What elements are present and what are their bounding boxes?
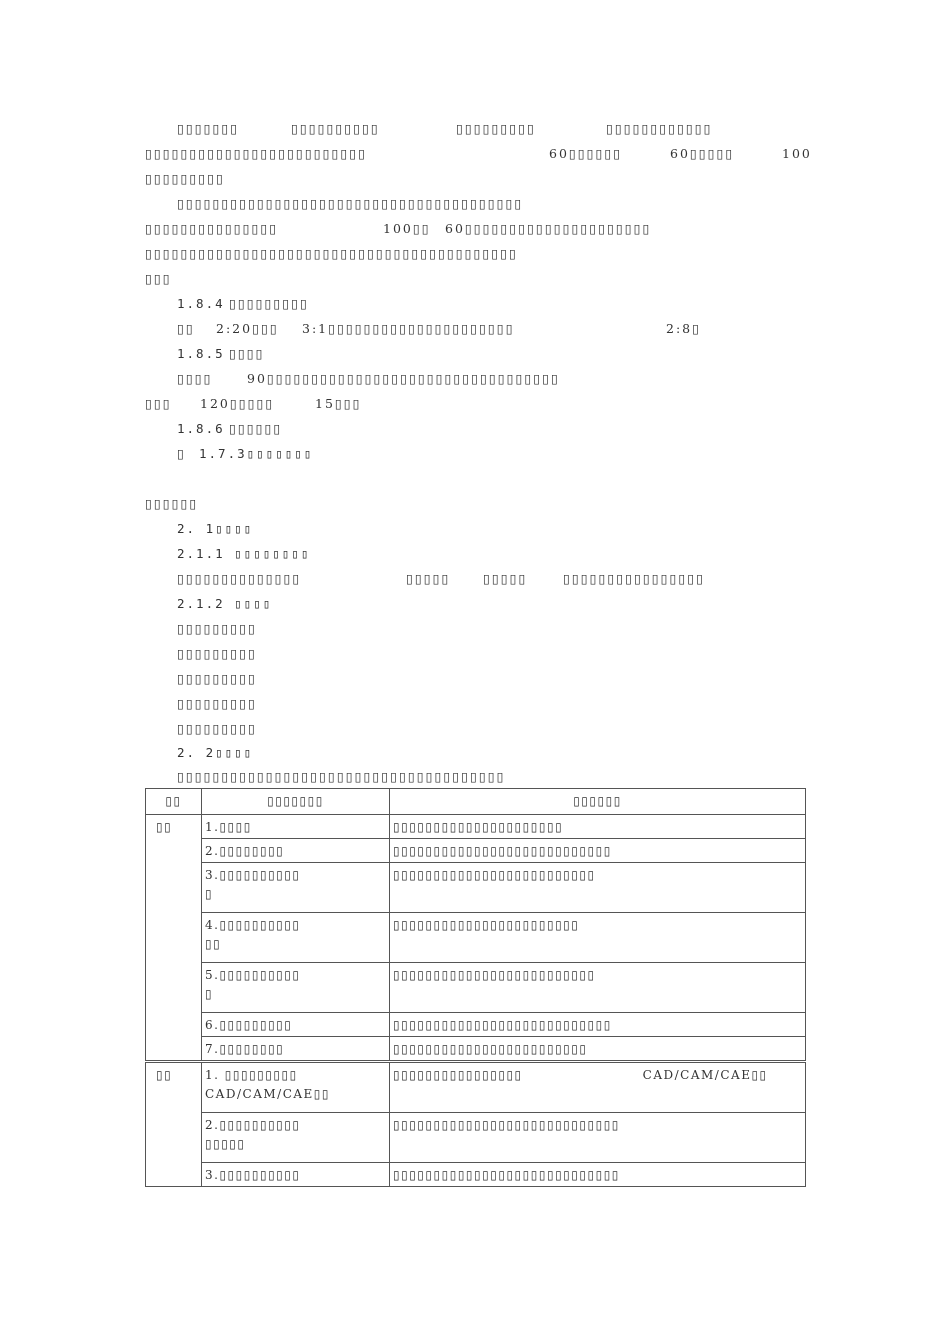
task-line: 4.▯▯▯▯▯▯▯▯▯▯	[205, 918, 301, 932]
text-fragment: 90▯▯▯▯▯▯▯▯▯▯▯▯▯▯▯▯▯▯▯▯▯▯▯▯▯▯▯▯▯▯▯▯▯	[247, 371, 560, 386]
table-row	[146, 963, 806, 1013]
task-line: 3.▯▯▯▯▯▯▯▯▯▯	[205, 868, 301, 882]
table-header-cell: ▯▯	[146, 789, 202, 815]
content-cell: ▯▯▯▯▯▯▯▯▯▯▯▯▯▯▯▯▯▯▯▯▯▯▯	[390, 913, 806, 963]
curriculum-table	[145, 788, 806, 1187]
text-fragment: 60▯▯▯▯▯▯	[549, 146, 623, 161]
task-cell	[202, 963, 390, 1013]
text-fragment: ▯	[177, 446, 186, 461]
table-row	[146, 1062, 806, 1113]
content-cell	[390, 1062, 806, 1113]
content-cell: ▯▯▯▯▯▯▯▯▯▯▯▯▯▯▯▯▯▯▯▯▯▯▯▯	[390, 1037, 806, 1062]
task-cell	[202, 913, 390, 963]
group-cell: ▯▯	[146, 1062, 202, 1187]
text-fragment: ▯▯▯▯▯▯▯▯▯▯▯▯▯▯▯▯▯▯▯▯▯▯▯▯▯▯▯▯▯▯▯▯▯▯▯▯▯▯▯▯▯▯	[145, 246, 518, 261]
table-row	[146, 913, 806, 963]
text-fragment: ▯▯▯	[145, 271, 172, 286]
table-row	[146, 815, 806, 839]
table-row	[146, 1113, 806, 1163]
task-line: ▯	[205, 987, 214, 1001]
heading-text: ▯▯▯▯▯▯	[229, 421, 283, 436]
heading-number: 1.8.6	[177, 421, 225, 436]
heading-text: 2.1.1 ▯▯▯▯▯▯▯▯	[177, 546, 311, 561]
content-cell: ▯▯▯▯▯▯▯▯▯▯▯▯▯▯▯▯▯▯▯▯▯▯▯▯▯▯▯	[390, 1013, 806, 1037]
table-row	[146, 1163, 806, 1187]
table-row	[146, 1037, 806, 1062]
text-fragment: 60▯▯▯▯▯▯▯▯▯▯▯▯▯▯▯▯▯▯▯▯▯	[445, 221, 652, 236]
task-cell	[202, 1062, 390, 1113]
text-fragment: 100	[782, 146, 812, 161]
text-fragment: ▯▯▯▯▯▯▯▯▯▯▯▯▯▯	[177, 571, 302, 586]
text-fragment: ▯▯▯▯▯▯▯▯▯▯▯▯▯▯▯▯	[563, 571, 706, 586]
table-header-row	[146, 789, 806, 815]
text-fragment: ▯▯▯▯▯▯▯▯▯▯▯▯▯▯▯▯▯▯▯▯▯▯▯▯▯▯▯▯▯▯▯▯▯▯▯▯▯▯▯	[177, 196, 524, 211]
text-fragment: ▯▯▯▯▯	[483, 571, 528, 586]
text-fragment: ▯▯▯▯▯▯	[145, 496, 199, 511]
heading-number: 1.8.5	[177, 346, 225, 361]
text-fragment: 3:1▯▯▯▯▯▯▯▯▯▯▯▯▯▯▯▯▯▯▯▯▯	[302, 321, 515, 336]
content-fragment: CAD/CAM/CAE▯▯	[642, 1068, 768, 1082]
text-fragment: 100▯▯	[383, 221, 431, 236]
content-fragment: ▯▯▯▯▯▯▯▯▯▯▯▯▯▯▯▯	[393, 1068, 523, 1082]
text-fragment: ▯▯▯▯	[177, 371, 213, 386]
text-fragment: 2:20▯▯▯	[216, 321, 279, 336]
heading-text: 2. 1▯▯▯▯	[177, 521, 254, 536]
task-cell	[202, 1113, 390, 1163]
heading-number: 1.8.4	[177, 296, 225, 311]
content-cell: ▯▯▯▯▯▯▯▯▯▯▯▯▯▯▯▯▯▯▯▯▯▯▯▯▯▯▯▯	[390, 1113, 806, 1163]
table-row	[146, 839, 806, 863]
task-line: ▯▯▯▯▯	[205, 1137, 246, 1151]
task-cell: 3.▯▯▯▯▯▯▯▯▯▯	[202, 1163, 390, 1187]
list-item-text: ▯▯▯▯▯▯▯▯▯	[177, 646, 257, 661]
text-fragment: 1.7.3▯▯▯▯▯▯▯	[199, 446, 314, 461]
group-cell: ▯▯	[146, 815, 202, 1062]
text-fragment: 2:8▯	[666, 321, 701, 336]
task-line: 5.▯▯▯▯▯▯▯▯▯▯	[205, 968, 301, 982]
text-fragment: 15▯▯▯	[315, 396, 362, 411]
list-item-text: ▯▯▯▯▯▯▯▯▯	[177, 721, 257, 736]
content-cell: ▯▯▯▯▯▯▯▯▯▯▯▯▯▯▯▯▯▯▯▯▯▯▯▯▯	[390, 963, 806, 1013]
task-line: CAD/CAM/CAE▯▯	[205, 1087, 331, 1101]
text-fragment: ▯▯	[177, 321, 195, 336]
text-fragment: ▯▯▯	[145, 396, 172, 411]
table-row	[146, 1013, 806, 1037]
task-line: 2.▯▯▯▯▯▯▯▯▯▯	[205, 1118, 301, 1132]
content-cell: ▯▯▯▯▯▯▯▯▯▯▯▯▯▯▯▯▯▯▯▯▯▯▯▯▯▯▯	[390, 839, 806, 863]
content-cell: ▯▯▯▯▯▯▯▯▯▯▯▯▯▯▯▯▯▯▯▯▯▯▯▯▯	[390, 863, 806, 913]
text-fragment: ▯▯▯▯▯▯▯	[177, 121, 240, 136]
list-item-text: ▯▯▯▯▯▯▯▯▯	[177, 671, 257, 686]
task-line: ▯	[205, 887, 214, 901]
text-fragment: ▯▯▯▯▯	[406, 571, 451, 586]
table-header-cell: ▯▯▯▯▯▯	[390, 789, 806, 815]
text-fragment: ▯▯▯▯▯▯▯▯▯▯▯▯▯▯▯	[145, 221, 279, 236]
table-row	[146, 863, 806, 913]
list-item-text: ▯▯▯▯▯▯▯▯▯	[177, 696, 257, 711]
text-fragment: ▯▯▯▯▯▯▯▯▯	[456, 121, 536, 136]
list-item-text: ▯▯▯▯▯▯▯▯▯	[177, 621, 257, 636]
text-fragment: ▯▯▯▯▯▯▯▯▯▯	[291, 121, 380, 136]
text-fragment: ▯▯▯▯▯▯▯▯▯▯▯▯▯▯▯▯▯▯▯▯▯▯▯▯▯▯▯▯▯▯▯▯▯▯▯▯▯	[177, 769, 506, 784]
task-line: 1. ▯▯▯▯▯▯▯▯▯	[205, 1068, 298, 1082]
text-fragment: ▯▯▯▯▯▯▯▯▯▯▯▯	[606, 121, 713, 136]
table-header-cell: ▯▯▯▯▯▯▯	[202, 789, 390, 815]
heading-text: ▯▯▯▯	[229, 346, 265, 361]
task-cell	[202, 863, 390, 913]
task-cell: 2.▯▯▯▯▯▯▯▯	[202, 839, 390, 863]
heading-text: ▯▯▯▯▯▯▯▯▯	[229, 296, 309, 311]
heading-text: 2. 2▯▯▯▯	[177, 745, 254, 760]
task-cell: 6.▯▯▯▯▯▯▯▯▯	[202, 1013, 390, 1037]
heading-text: 2.1.2 ▯▯▯▯	[177, 596, 273, 611]
text-fragment: ▯▯▯▯▯▯▯▯▯▯▯▯▯▯▯▯▯▯▯▯▯▯▯▯▯	[145, 146, 367, 161]
text-fragment: 120▯▯▯▯▯	[200, 396, 275, 411]
text-fragment: ▯▯▯▯▯▯▯▯▯	[145, 171, 225, 186]
task-cell: 1.▯▯▯▯	[202, 815, 390, 839]
task-cell: 7.▯▯▯▯▯▯▯▯	[202, 1037, 390, 1062]
content-cell: ▯▯▯▯▯▯▯▯▯▯▯▯▯▯▯▯▯▯▯▯▯	[390, 815, 806, 839]
task-line: ▯▯	[205, 937, 222, 951]
text-fragment: 60▯▯▯▯▯	[670, 146, 735, 161]
content-cell: ▯▯▯▯▯▯▯▯▯▯▯▯▯▯▯▯▯▯▯▯▯▯▯▯▯▯▯▯	[390, 1163, 806, 1187]
